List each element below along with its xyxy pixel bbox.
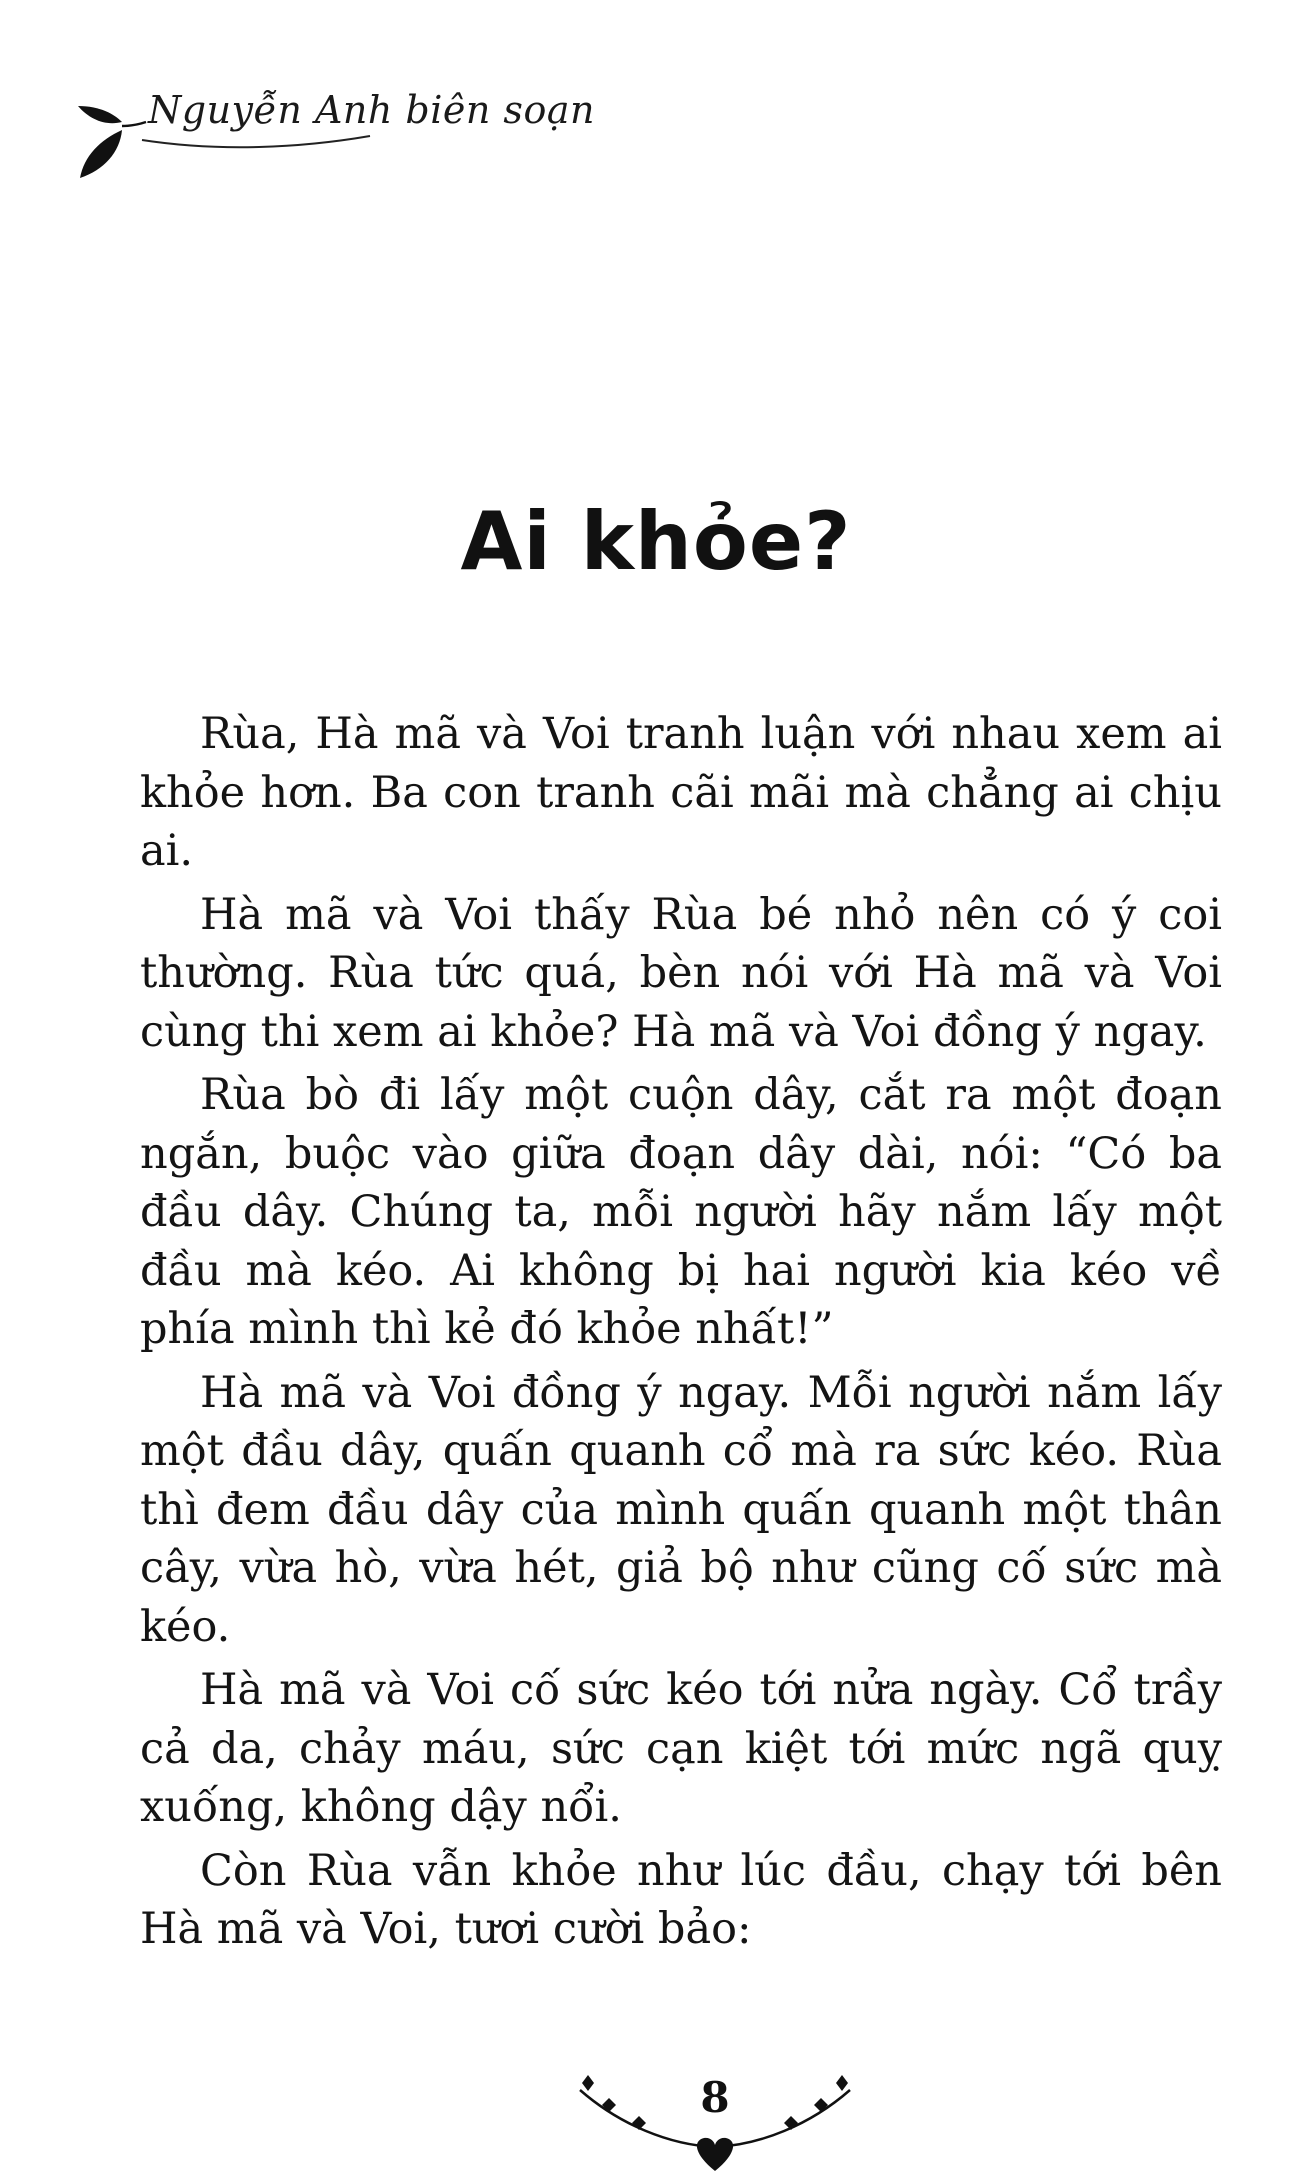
paragraph: Hà mã và Voi đồng ý ngay. Mỗi người nắm lấy một đầu dây, quấn quanh cổ mà ra sức kéo. Rùa thì đem đầu dây của mình quấn quanh một thân cây, vừa hò, vừa hét, giả bộ như cũng cố sức mà kéo. <box>140 1367 1222 1652</box>
page-footer <box>570 2065 860 2175</box>
paragraph: Rùa bò đi lấy một cuộn dây, cắt ra một đoạn ngắn, buộc vào giữa đoạn dây dài, nói: “Có ba đầu dây. Chúng ta, mỗi người hãy nắm lấy một đầu mà kéo. Ai không bị hai người kia kéo về phía mình thì kẻ đó khỏe nhất!” <box>140 1070 1222 1354</box>
paragraph: Hà mã và Voi cố sức kéo tới nửa ngày. Cổ trầy cả da, chảy máu, sức cạn kiệt tới mức ngã quỵ xuống, không dậy nổi. <box>140 1665 1222 1832</box>
running-header <box>70 78 595 188</box>
story-title: Ai khỏe? <box>460 495 852 588</box>
paragraph: Hà mã và Voi thấy Rùa bé nhỏ nên có ý coi thường. Rùa tức quá, bèn nói với Hà mã và Voi cùng thi xem ai khỏe? Hà mã và Voi đồng ý ngay. <box>140 889 1222 1057</box>
paragraph: Còn Rùa vẫn khỏe như lúc đầu, chạy tới bên Hà mã và Voi, tươi cười bảo: <box>140 1845 1222 1954</box>
page-number: 8 <box>700 2073 730 2122</box>
compiler-credit: Nguyễn Anh biên soạn <box>148 88 595 132</box>
paragraph: Rùa, Hà mã và Voi tranh luận với nhau xem ai khỏe hơn. Ba con tranh cãi mãi mà chẳng ai chịu ai. <box>140 709 1222 876</box>
story-body <box>140 705 1222 1964</box>
